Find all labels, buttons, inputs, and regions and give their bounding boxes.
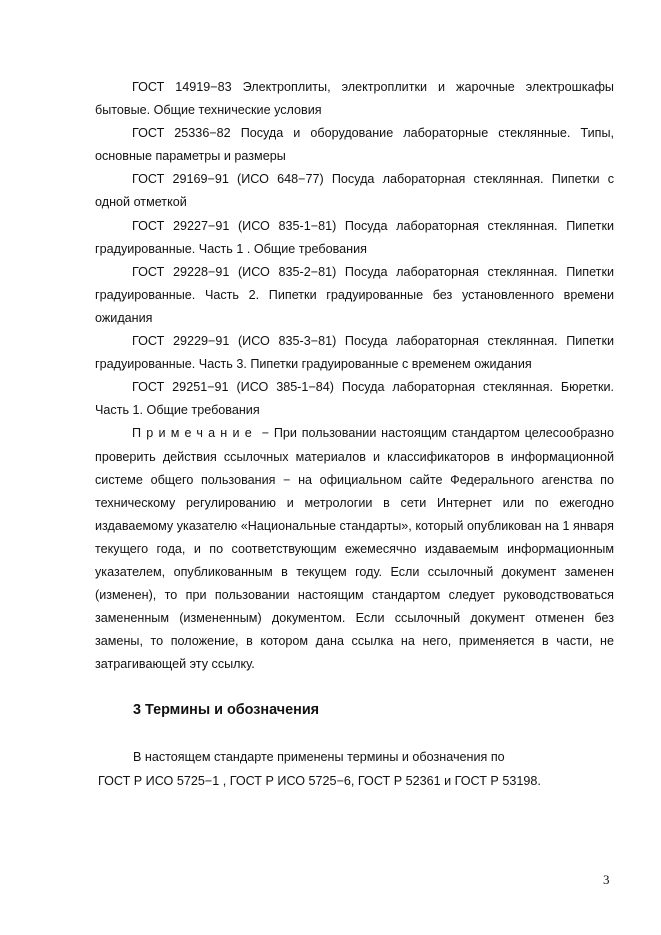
reference-item: ГОСТ 29227−91 (ИСО 835-1−81) Посуда лабораторная стеклянная. Пипетки градуированные. Часть 1 . Общие требования: [95, 218, 614, 256]
reference-item: ГОСТ 29169−91 (ИСО 648−77) Посуда лабораторная стеклянная. Пипетки с одной отметкой: [95, 172, 614, 210]
page-number: 3: [603, 872, 610, 887]
section-text-line: В настоящем стандарте применены термины и обозначения по: [133, 750, 505, 764]
terms-section: [95, 700, 614, 788]
normative-references: [95, 76, 614, 676]
reference-item: ГОСТ 29229−91 (ИСО 835-3−81) Посуда лабораторная стеклянная. Пипетки градуированные. Часть 3. Пипетки градуированные с временем ожидания: [95, 334, 614, 372]
section-paragraph: [95, 745, 614, 793]
reference-item: ГОСТ 25336−82 Посуда и оборудование лабораторные стеклянные. Типы, основные параметры и размеры: [95, 126, 614, 164]
note-text: − При пользовании настоящим стандартом целесообразно проверить действия ссылочных материалов и классификаторов в информационной системе общего пользования − на официальном сайте Федерального агенства по техническому регулированию и метрологии в сети Интернет или по ежегодно издаваемому указателю «Национальные стандарты», который опубликован на 1 января текущего года, и по соответствующим ежемесячно издаваемым информационным указателем, опубликованным в текущем году. Если ссылочный документ заменен (изменен), то при пользовании настоящим стандартом следует руководствоваться замененным (измененным) документом. Если ссылочный документ отменен без замены, то положение, в котором дана ссылка на него, применяется в части, не затрагивающей эту ссылку.: [95, 426, 614, 672]
reference-item: ГОСТ 29228−91 (ИСО 835-2−81) Посуда лабораторная стеклянная. Пипетки градуированные. Часть 2. Пипетки градуированные без установленного времени ожидания: [95, 264, 614, 325]
section-heading: 3 Термины и обозначения: [133, 702, 320, 718]
section-text-line: ГОСТ Р ИСО 5725−1 , ГОСТ Р ИСО 5725−6, ГОСТ Р 52361 и ГОСТ Р 53198.: [98, 774, 541, 788]
reference-item: ГОСТ 29251−91 (ИСО 385-1−84) Посуда лабораторная стеклянная. Бюретки. Часть 1. Общие требования: [95, 380, 614, 418]
note-paragraph: [95, 422, 614, 676]
reference-item: ГОСТ 14919−83 Электроплиты, электроплитки и жарочные электрошкафы бытовые. Общие технические условия: [95, 80, 614, 118]
note-label: Примечание: [132, 426, 257, 441]
